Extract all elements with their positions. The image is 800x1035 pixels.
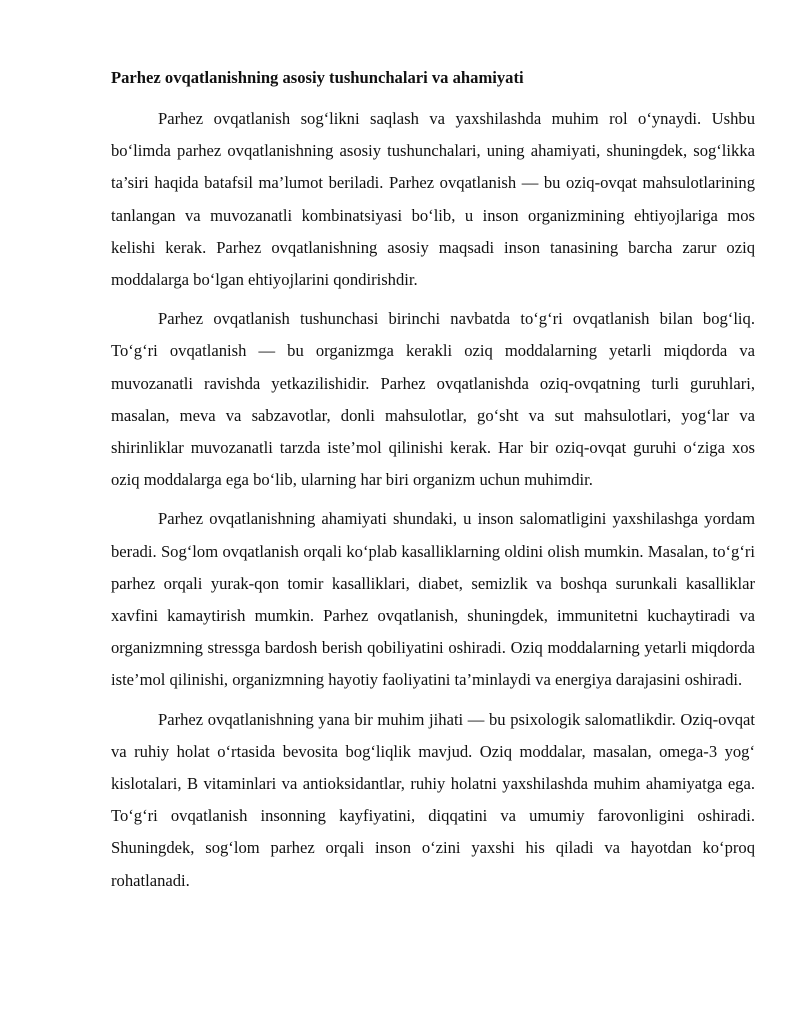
paragraph-3: Parhez ovqatlanishning ahamiyati shundaki, u inson salomatligini yaxshilashga yordam beradi. Sog‘lom ovqatlanish orqali ko‘plab kasalliklarning oldini olish mumkin. Masalan, to‘g‘ri parhez orqali yurak-qon tomir kasalliklari, diabet, semizlik va boshqa surunkali kasalliklar xavfini kamaytirish mumkin. Parhez ovqatlanish, shuningdek, immunitetni kuchaytiradi va organizmning stressga bardosh berish qobiliyatini oshiradi. Oziq moddalarning yetarli miqdorda iste’mol qilinishi, organizmning hayotiy faoliyatini ta’minlaydi va energiya darajasini oshiradi. [111, 509, 755, 690]
document-page [111, 66, 755, 904]
paragraph-4: Parhez ovqatlanishning yana bir muhim jihati — bu psixologik salomatlikdir. Oziq-ovqat va ruhiy holat o‘rtasida bevosita bog‘liqlik mavjud. Oziq moddalar, masalan, omega-3 yog‘ kislotalari, B vitaminlari va antioksidantlar, ruhiy holatni yaxshilashda muhim ahamiyatga ega. To‘g‘ri ovqatlanish insonning kayfiyatini, diqqatini va umumiy farovonligini oshiradi. Shuningdek, sog‘lom parhez orqali inson o‘zini yaxshi his qiladi va hayotdan ko‘proq rohatlanadi. [111, 709, 755, 890]
paragraph-2: Parhez ovqatlanish tushunchasi birinchi navbatda to‘g‘ri ovqatlanish bilan bog‘liq. To‘g‘ri ovqatlanish — bu organizmga kerakli oziq moddalarning yetarli miqdorda va muvozanatli ravishda yetkazilishidir. Parhez ovqatlanishda oziq-ovqatning turli guruhlari, masalan, meva va sabzavotlar, donli mahsulotlar, go‘sht va sut mahsulotlari, yog‘lar va shirinliklar muvozanatli tarzda iste’mol qilinishi kerak. Har bir oziq-ovqat guruhi o‘ziga xos oziq moddalarga ega bo‘lib, ularning har biri organizm uchun muhimdir. [111, 309, 755, 490]
section-heading: Parhez ovqatlanishning asosiy tushunchalari va ahamiyati [111, 68, 524, 87]
paragraph-1: Parhez ovqatlanish sog‘likni saqlash va yaxshilashda muhim rol o‘ynaydi. Ushbu bo‘limda parhez ovqatlanishning asosiy tushunchalari, uning ahamiyati, shuningdek, sog‘likka ta’siri haqida batafsil ma’lumot beriladi. Parhez ovqatlanish — bu oziq-ovqat mahsulotlarining tanlangan va muvozanatli kombinatsiyasi bo‘lib, u inson organizmining ehtiyojlariga mos kelishi kerak. Parhez ovqatlanishning asosiy maqsadi inson tanasining barcha zarur oziq moddalarga bo‘lgan ehtiyojlarini qondirishdir. [111, 109, 755, 290]
